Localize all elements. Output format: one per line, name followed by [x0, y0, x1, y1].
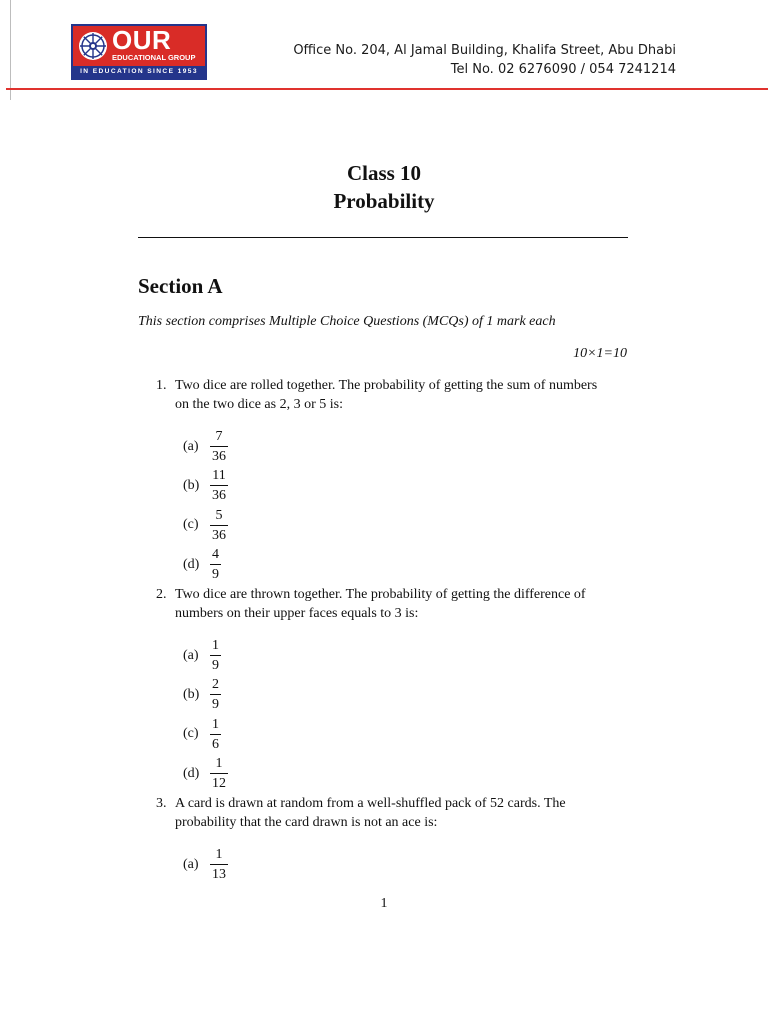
question-2 [138, 585, 627, 793]
option-a [183, 427, 627, 466]
fraction-numerator: 11 [212, 468, 226, 484]
fraction-denominator: 12 [212, 776, 226, 792]
fraction-numerator: 7 [215, 429, 223, 445]
question-text-line: numbers on their upper faces equals to 3 is: [175, 606, 419, 621]
option-c [183, 715, 627, 754]
logo-red-band [73, 26, 205, 66]
option-label: (d) [183, 556, 200, 572]
fraction-denominator: 6 [212, 736, 219, 752]
title-divider [138, 237, 628, 238]
header-address [293, 41, 676, 79]
fraction [210, 467, 228, 504]
fraction-numerator: 1 [212, 716, 219, 732]
class-title: Class 10 [346, 161, 422, 185]
option-b [183, 675, 627, 714]
question-3 [138, 794, 627, 884]
fraction-numerator: 1 [215, 847, 223, 863]
option-label: (b) [183, 686, 200, 702]
fraction [210, 676, 221, 713]
address-line: Office No. 204, Al Jamal Building, Khalifa Street, Abu Dhabi [293, 43, 676, 58]
option-d [183, 545, 627, 584]
option-c [183, 506, 627, 545]
fraction-numerator: 2 [212, 677, 219, 693]
question-number: 2. [156, 587, 167, 602]
fraction [210, 507, 228, 544]
question-text-line: 3. A card is drawn at random from a well-shuffled pack of 52 cards. The [156, 796, 566, 811]
document-title [0, 159, 768, 215]
fraction-denominator: 36 [212, 527, 226, 543]
question-text-line: 1. Two dice are rolled together. The probability of getting the sum of numbers [156, 378, 598, 393]
option-a [183, 636, 627, 675]
section-description: This section comprises Multiple Choice Questions (MCQs) of 1 mark each [138, 314, 556, 329]
option-label: (a) [183, 647, 199, 663]
option-label: (c) [183, 726, 199, 742]
fraction-denominator: 9 [212, 567, 219, 583]
option-a [183, 845, 627, 884]
question-text-line: 2. Two dice are thrown together. The probability of getting the difference of [156, 587, 586, 602]
question-number: 3. [156, 796, 167, 811]
option-list [138, 636, 627, 793]
fraction-numerator: 1 [212, 638, 219, 654]
fraction-denominator: 9 [212, 658, 219, 674]
logo-tagline: IN EDUCATION SINCE 1953 [73, 66, 205, 78]
logo-word: OUR [112, 25, 172, 55]
company-logo [71, 24, 207, 80]
fraction-numerator: 1 [215, 756, 223, 772]
fraction-bar [210, 773, 228, 774]
question-number: 1. [156, 378, 167, 393]
page-number: 1 [380, 896, 388, 911]
option-list [138, 845, 627, 884]
option-label: (a) [183, 438, 199, 454]
option-label: (a) [183, 856, 199, 872]
fraction-numerator: 5 [215, 507, 223, 523]
fraction [210, 637, 221, 674]
option-label: (c) [183, 517, 199, 533]
fraction-bar [210, 734, 221, 735]
subject-title: Probability [333, 189, 435, 213]
fraction-denominator: 36 [212, 449, 226, 465]
fraction-denominator: 36 [212, 488, 226, 504]
option-list [138, 427, 627, 584]
left-margin-line [10, 0, 11, 100]
fraction [210, 846, 228, 883]
fraction-bar [210, 864, 228, 865]
option-label: (b) [183, 477, 200, 493]
fraction-numerator: 4 [212, 547, 219, 563]
fraction-denominator: 9 [212, 697, 219, 713]
fraction-bar [210, 485, 228, 486]
section-marks: 10×1=10 [573, 346, 627, 361]
header-divider [6, 88, 768, 90]
question-1 [138, 376, 627, 584]
fraction [210, 428, 228, 465]
logo-emblem-icon [77, 30, 109, 62]
fraction-bar [210, 655, 221, 656]
logo-subtitle: EDUCATIONAL GROUP [112, 53, 196, 62]
fraction [210, 755, 228, 792]
fraction-denominator: 13 [212, 867, 226, 883]
question-text-line: probability that the card drawn is not an ace is: [175, 815, 438, 830]
question-text-line: on the two dice as 2, 3 or 5 is: [175, 397, 343, 412]
option-label: (d) [183, 765, 200, 781]
option-d [183, 754, 627, 793]
fraction-bar [210, 564, 221, 565]
fraction-bar [210, 694, 221, 695]
fraction [210, 716, 221, 753]
fraction [210, 546, 221, 583]
section-heading: Section A [138, 274, 223, 298]
fraction-bar [210, 525, 228, 526]
fraction-bar [210, 446, 228, 447]
phone-line: Tel No. 02 6276090 / 054 7241214 [450, 62, 676, 77]
option-b [183, 466, 627, 505]
